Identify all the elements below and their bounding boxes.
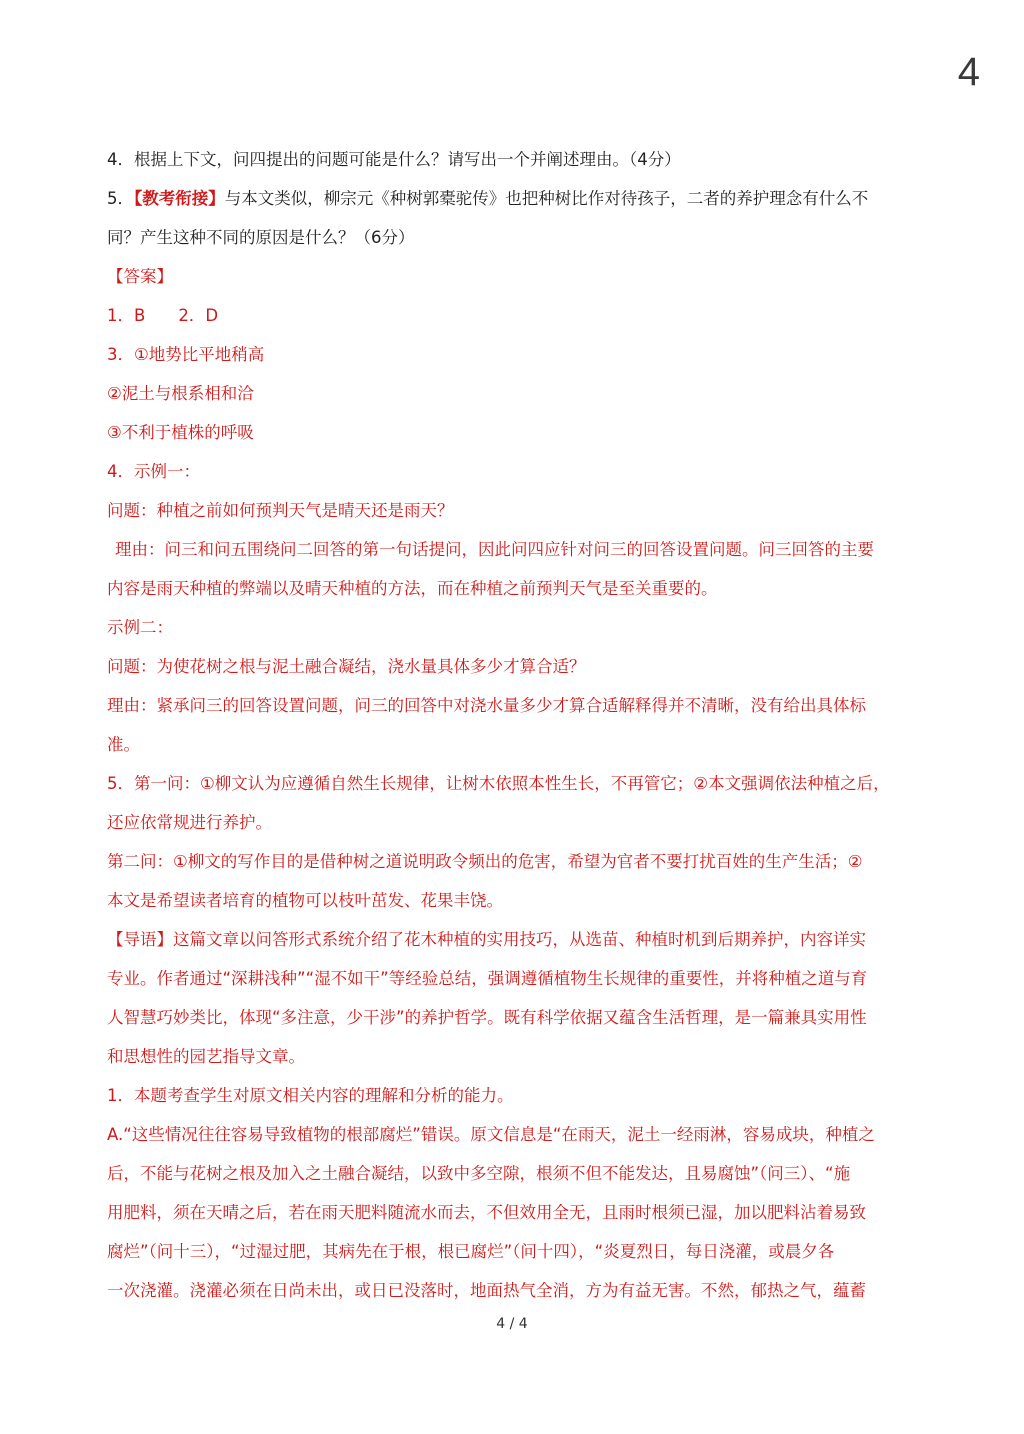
guide-tag: 【导语】 — [107, 930, 173, 949]
answer-line: 内容是雨天种植的弊端以及晴天种植的方法，而在种植之前预判天气是至关重要的。 — [107, 579, 718, 598]
document-body — [107, 140, 919, 1310]
guide-line-1 — [107, 920, 919, 959]
question-5-line-1 — [107, 179, 919, 218]
analysis-line: 后，不能与花树之根及加入之土融合凝结，以致中多空隙，根须不但不能发达，且易腐蚀”（问三）、“施 — [107, 1164, 851, 1183]
analysis-intro: 1．本题考查学生对原文相关内容的理解和分析的能力。 — [107, 1086, 514, 1105]
answer-line: 本文是希望读者培育的植物可以枝叶茁发、花果丰饶。 — [107, 891, 503, 910]
question-5-text: 与本文类似，柳宗元《种树郭橐驼传》也把种树比作对待孩子，二者的养护理念有什么不 — [224, 189, 869, 208]
guide-line: 和思想性的园艺指导文章。 — [107, 1047, 305, 1066]
answer-line: 3．①地势比平地稍高 — [107, 345, 265, 364]
answer-line: 示例二： — [107, 618, 173, 637]
answer-line: 理由：紧承问三的回答设置问题，问三的回答中对浇水量多少才算合适解释得并不清晰，没有给出具体标 — [107, 696, 866, 715]
answer-line: 1．B 2．D — [107, 306, 219, 325]
answer-line: ③不利于植株的呼吸 — [107, 423, 254, 442]
guide-line: 人智慧巧妙类比，体现“多注意，少干涉”的养护哲学。既有科学依据又蕴含生活哲理，是一篇兼具实用性 — [107, 1008, 867, 1027]
answer-line: ②泥土与根系相和洽 — [107, 384, 254, 403]
page-corner-number: 4 — [957, 50, 980, 94]
guide-line: 专业。作者通过“深耕浅种”“湿不如干”等经验总结，强调遵循植物生长规律的重要性，并将种植之道与育 — [107, 969, 868, 988]
answer-line: 5．第一问：①柳文认为应遵循自然生长规律，让树木依照本性生长，不再管它；②本文强调依法种植之后， — [107, 774, 890, 793]
answer-line: 第二问：①柳文的写作目的是借种树之道说明政令频出的危害，希望为官者不要打扰百姓的生产生活；② — [107, 852, 863, 871]
guide-text: 这篇文章以问答形式系统介绍了花木种植的实用技巧，从选苗、种植时机到后期养护，内容详实 — [173, 930, 866, 949]
answer-heading: 【答案】 — [107, 267, 173, 286]
analysis-line: 一次浇灌。浇灌必须在日尚未出，或日已没落时，地面热气全消，方为有益无害。不然，郁热之气，蕴蓄 — [107, 1281, 866, 1300]
page-indicator: 4 / 4 — [496, 1316, 528, 1332]
question-4: 4．根据上下文，问四提出的问题可能是什么？请写出一个并阐述理由。（4分） — [107, 150, 681, 169]
question-5-line-2: 同？产生这种不同的原因是什么？（6分） — [107, 228, 415, 247]
question-5-tag: 【教考衔接】 — [134, 189, 225, 208]
analysis-line: A.“这些情况往往容易导致植物的根部腐烂”错误。原文信息是“在雨天，泥土一经雨淋，容易成块，种植之 — [107, 1125, 875, 1144]
analysis-line: 用肥料，须在天晴之后，若在雨天肥料随流水而去，不但效用全无，且雨时根须已湿，加以肥料沾着易致 — [107, 1203, 866, 1222]
answer-line: 问题：种植之前如何预判天气是晴天还是雨天？ — [107, 501, 454, 520]
answer-line: 还应依常规进行养护。 — [107, 813, 272, 832]
question-5-number: 5． — [107, 189, 134, 208]
answer-line: 准。 — [107, 735, 140, 754]
answer-line: 4．示例一： — [107, 462, 200, 481]
answer-line: 问题：为使花树之根与泥土融合凝结，浇水量具体多少才算合适？ — [107, 657, 586, 676]
analysis-line: 腐烂”（问十三），“过湿过肥，其病先在于根，根已腐烂”（问十四），“炎夏烈日，每日浇灌，或晨夕各 — [107, 1242, 835, 1261]
answer-line: 理由：问三和问五围绕问二回答的第一句话提问，因此问四应针对问三的回答设置问题。问三回答的主要 — [115, 540, 874, 559]
